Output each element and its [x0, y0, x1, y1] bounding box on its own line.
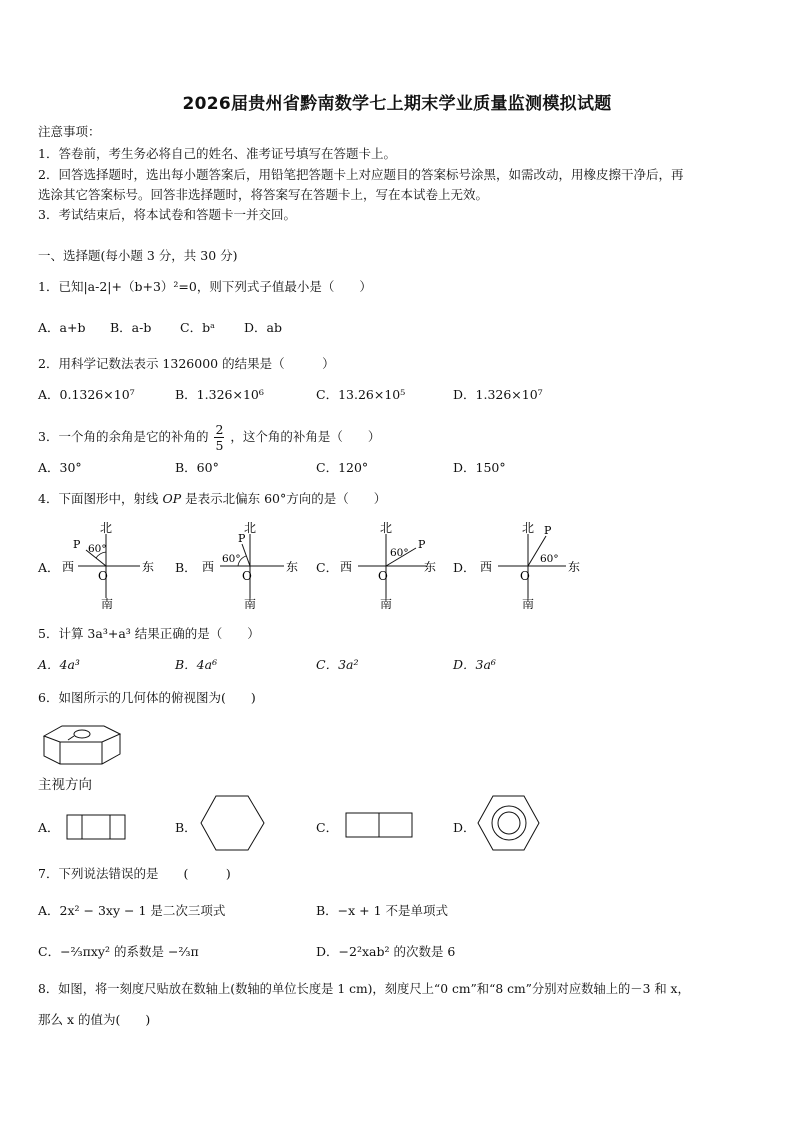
north-label: 北	[522, 521, 535, 535]
angle-label: 60°	[540, 553, 559, 565]
q5-option-c: C．3a²	[316, 657, 359, 672]
q4-compass-b	[198, 520, 308, 610]
origin-label: O	[242, 569, 252, 583]
notice-item-2-cont: 选涂其它答案标号。回答非选择题时，将答案写在答题卡上，写在本试卷上无效。	[38, 187, 489, 202]
q8-line-1: 8．如图，将一刻度尺贴放在数轴上(数轴的单位长度是 1 cm)，刻度尺上“0 cm”和“8 cm”分别对应数轴上的－3 和 x，	[38, 982, 690, 996]
q4-option-d-label: D．	[453, 560, 476, 575]
q6-option-a-figure	[64, 812, 130, 842]
east-label: 东	[568, 560, 581, 574]
north-label: 北	[380, 521, 393, 535]
q7-option-a: A．2x² − 3xy − 1 是二次三项式	[38, 903, 226, 918]
q5-option-a: A．4a³	[38, 657, 80, 672]
q4-stem	[38, 489, 386, 507]
point-label: P	[73, 538, 81, 551]
section-heading: 一、选择题(每小题 3 分，共 30 分)	[38, 248, 238, 263]
q3-frac-num: 2	[215, 422, 224, 437]
angle-label: 60°	[390, 547, 409, 559]
angle-label: 60°	[222, 553, 241, 565]
south-label: 南	[101, 597, 114, 610]
q4-compass-a	[58, 520, 158, 610]
q6-caption: 主视方向	[38, 777, 92, 793]
q4-compass-d	[478, 520, 588, 610]
south-label: 南	[244, 597, 257, 610]
west-label: 西	[202, 560, 215, 574]
q4-ray-label: OP	[162, 491, 182, 506]
q7-stem: 7．下列说法错误的是 ( )	[38, 866, 231, 881]
q1-option-d: D．ab	[244, 320, 282, 335]
q3-option-b: B．60°	[175, 460, 219, 475]
east-label: 东	[142, 560, 155, 574]
q7-option-d: D．−2²xab² 的次数是 6	[316, 944, 456, 959]
q5-option-d: D．3a⁶	[453, 657, 496, 672]
south-label: 南	[522, 597, 535, 610]
q4-option-c-label: C．	[316, 560, 339, 575]
q2-option-d: D．1.326×10⁷	[453, 387, 543, 402]
page-title: 2026届贵州省黔南数学七上期末学业质量监测模拟试题	[182, 94, 612, 114]
q8-line-2: 那么 x 的值为( )	[38, 1012, 151, 1027]
east-label: 东	[286, 560, 299, 574]
point-label: P	[238, 532, 246, 545]
north-label: 北	[100, 521, 113, 535]
notice-heading: 注意事项：	[38, 124, 101, 139]
notice-item-3: 3．考试结束后，将本试卷和答题卡一并交回。	[38, 207, 296, 222]
point-label: P	[544, 524, 552, 537]
angle-label: 60°	[88, 543, 107, 555]
q7-option-b: B．−x + 1 不是单项式	[316, 903, 449, 918]
point-label: P	[418, 538, 426, 551]
q6-stem: 6．如图所示的几何体的俯视图为( )	[38, 690, 256, 705]
q5-stem: 5．计算 3a³+a³ 结果正确的是（ ）	[38, 626, 260, 641]
q3-fraction	[214, 422, 224, 453]
q4-compass-c	[338, 520, 443, 610]
q6-option-d-figure	[476, 793, 542, 853]
notice-item-1: 1．答卷前，考生务必将自己的姓名、准考证号填写在答题卡上。	[38, 146, 396, 161]
q6-option-a-label: A．	[38, 820, 60, 835]
q3-option-a: A．30°	[38, 460, 82, 475]
q3-stem-b: ，这个角的补角是（ ）	[230, 429, 381, 444]
q6-option-c-label: C．	[316, 820, 339, 835]
q6-option-b-label: B．	[175, 820, 197, 835]
q4-stem-b: 是表示北偏东 60°方向的是（ ）	[185, 491, 387, 506]
west-label: 西	[62, 560, 75, 574]
origin-label: O	[520, 569, 530, 583]
q3-stem-a: 3．一个角的余角是它的补角的	[38, 429, 209, 444]
notice-item-2: 2．回答选择题时，选出每小题答案后，用铅笔把答题卡上对应题目的答案标号涂黑，如需改动，用橡皮擦干净后，再	[38, 167, 684, 182]
west-label: 西	[340, 560, 353, 574]
origin-label: O	[378, 569, 388, 583]
q1-option-a: A．a+b	[38, 320, 86, 335]
q2-option-a: A．0.1326×10⁷	[38, 387, 135, 402]
q6-option-c-figure	[343, 810, 415, 840]
east-label: 东	[424, 560, 437, 574]
q4-option-a-label: A．	[38, 560, 60, 575]
q2-option-b: B．1.326×10⁶	[175, 387, 264, 402]
south-label: 南	[380, 597, 393, 610]
q5-option-b: B．4a⁶	[175, 657, 218, 672]
q1-option-b: B．a-b	[110, 320, 152, 335]
q3-stem	[38, 422, 380, 453]
q1-stem: 1．已知|a-2|+（b+3）²=0，则下列式子值最小是（ ）	[38, 279, 372, 294]
q1-option-c: C．bᵃ	[180, 320, 215, 335]
q3-option-d: D．150°	[453, 460, 506, 475]
q6-solid-figure	[38, 722, 128, 770]
north-label: 北	[244, 521, 257, 535]
q2-option-c: C．13.26×10⁵	[316, 387, 406, 402]
q6-option-d-label: D．	[453, 820, 476, 835]
west-label: 西	[480, 560, 493, 574]
origin-label: O	[98, 569, 108, 583]
q3-option-c: C．120°	[316, 460, 369, 475]
q7-option-c: C．−⅔πxy² 的系数是 −⅔π	[38, 944, 199, 959]
q4-option-b-label: B．	[175, 560, 197, 575]
q4-stem-a: 4．下面图形中，射线	[38, 491, 159, 506]
q6-option-b-figure	[198, 793, 268, 853]
q2-stem: 2．用科学记数法表示 1326000 的结果是（ ）	[38, 356, 335, 371]
q3-frac-den: 5	[215, 438, 224, 453]
